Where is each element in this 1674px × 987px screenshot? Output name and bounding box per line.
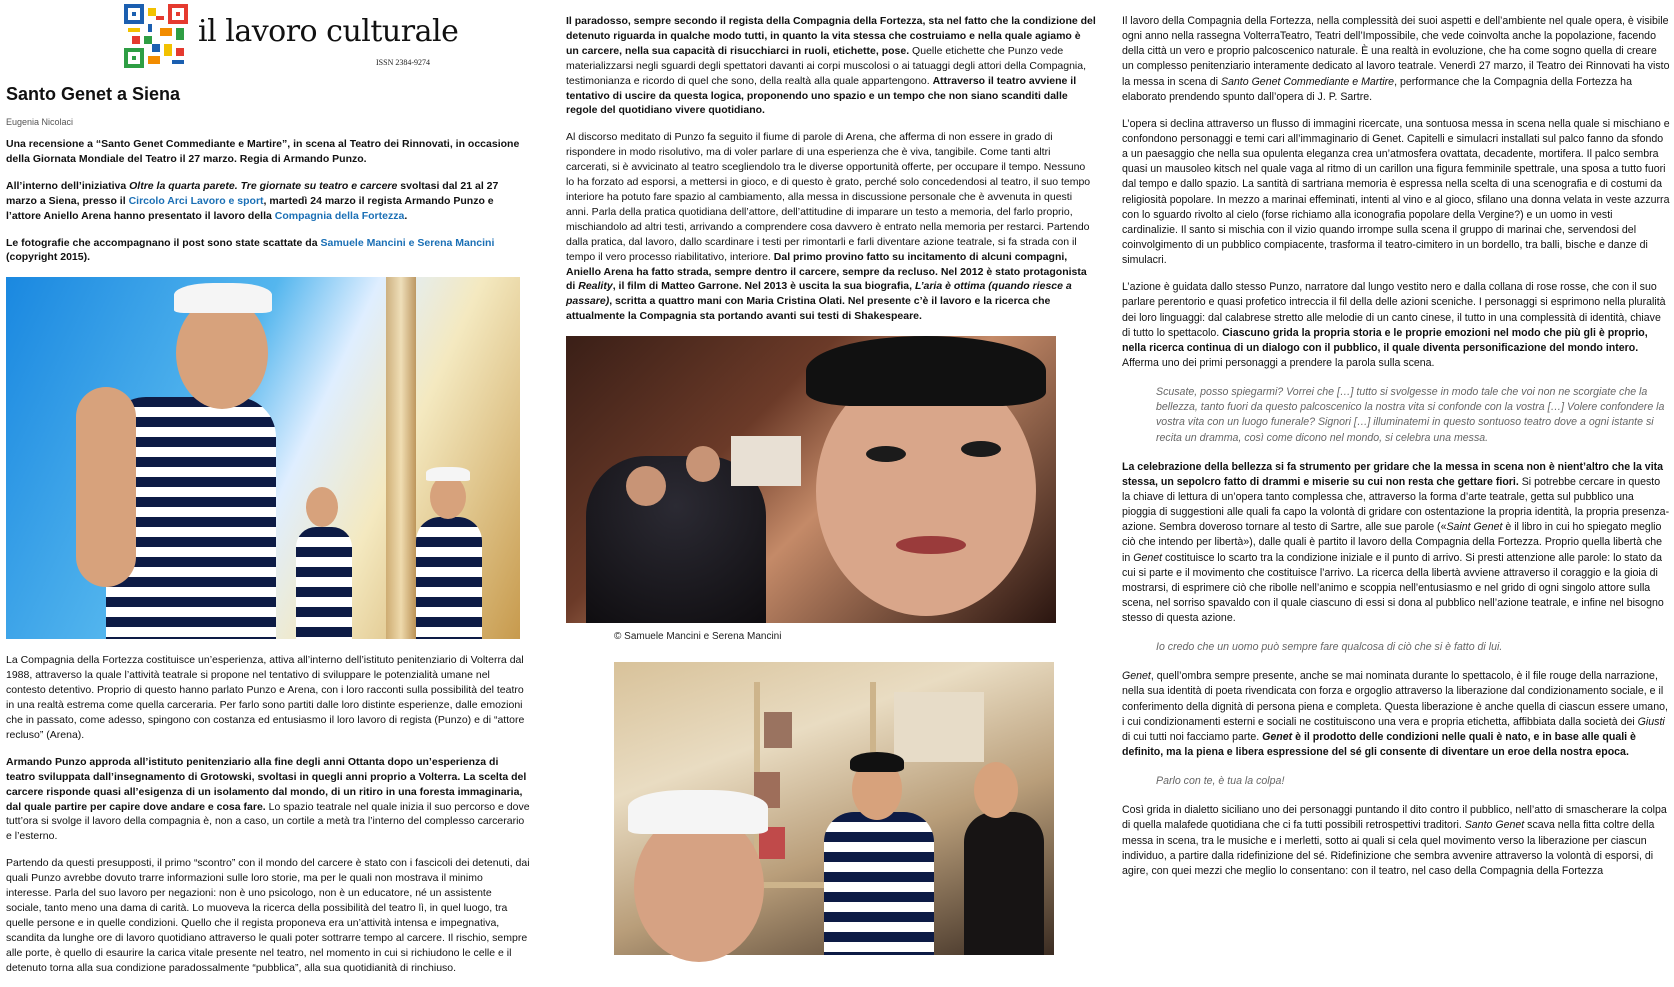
photo-caption: © Samuele Mancini e Serena Mancini [614,631,782,643]
issn-label: ISSN 2384-9274 [376,58,431,67]
photo-credit-paragraph: Le fotografie che accompagnano il post sono state scattate da Samuele Mancini e Serena Mancini (copyright 2015). [6,236,495,264]
site-header [6,0,530,76]
article-author: Eugenia Nicolaci [6,117,74,127]
col3-paragraph-2: L’opera si declina attraverso un flusso di immagini ricercate, una sontuosa messa in scena nella quale si mischiano e confondono personaggi e temi cari all’immaginario di Genet. Capitelli e simulacri installati sul palco fanno da sfondo a un paesaggio che nella sua opulenta eleganza crea un’atmosfera ovattata, decadente, mortifera. Il palco sembra quasi un mausoleo kitsch nel quale vaga al ritmo di un carillon una figura femminile spettrale, una sposa a tutto fuori dal tempo e dallo spazio. La santità di sartriana memoria è espressa nella scelta di una scenografia e di costumi da religiosità popolare. In mezzo a marinai effeminati, intenti al vino e al gioco, sfilano una donna velata in veste azzurra con lo sguardo rivolto al cielo (forse richiamo alla iconografia popolare della Vergine?) e un uomo in vesti cardinalizie. Il santo si mischia con il vizio quando irrompe sulla scena il gruppo di marinai che, servendosi del coinvolgimento di un pubblico compiacente, trasforma il teatro-cimitero in un bordello, tra balli, bische e danze di simulacri. [1122,117,1670,267]
col3-paragraph-6: Così grida in dialetto siciliano uno dei personaggi puntando il dito contro il pubblico, nell’atto di smascherare la colpa di quella malafede quotidiana che ci fa tutti possibili retrospettivi traditori. Santo Genet scava nella fitta coltre della messa in scena, tra le musiche e i merletti, sotto ai quali si cela quel movimento verso la liberazione per ciascun individuo, a partire dalla ridefinizione del sé. Ridefinizione che sembra avvenire attraverso la volontà di esporsi, di agire, con quei mezzi che meglio lo consentano: con il teatro, nel caso della Compagnia della Fortezza [1122,804,1667,877]
col3-paragraph-4: La celebrazione della bellezza si fa strumento per gridare che la messa in scena non è nient’altro che la vita stessa, un sepolcro fatto di drammi e miserie su cui non resta che gettare fiori. Si potrebbe cercare in questo la chiave di lettura di un’opera tanto complessa che, attraverso la forma d’arte teatrale, getta sul pubblico una pioggia di suggestioni alle quali fa capo la volontà di gridare con ostentazione la propria identità, la propria presenza-azione. Sembra doveroso tornare al testo di Sartre, alle sue parole («Saint Genet è il libro in cui ho spiegato meglio ciò che intendo per libertà»), dalle quali è partito il lavoro della Compagnia della Fortezza. Proprio quella libertà che in Genet costituisce lo scarto tra la condizione iniziale e il punto di arrivo. Si presti attenzione alle parole: lo stato da cui si parte e il movimento che costituisce l’arrivo. La ricerca della libertà avviene attraverso il coraggio e la gioia di mostrarsi, di esprimere ciò che ribolle nell’animo e scoppia nell’entusiasmo e nel grido di ogni singolo attore sulla scena, nel sorriso spavaldo con il quale ciascuno di essi si dona al pubblico nell’azione teatrale, e infine nel bisogno stesso di questa azione. [1122,460,1670,625]
col3-paragraph-1: Il lavoro della Compagnia della Fortezza, nella complessità dei suoi aspetti e dell’ambiente nel quale opera, è visibile ogni anno nella rassegna VolterraTeatro, Teatri dell’Impossibile, che vede coinvolta anche la popolazione, facendo della città un vero e proprio palcoscenico naturale. È una realtà in evoluzione, che ha come sogno quella di creare un complesso penitenziario interamente dedicato al lavoro teatrale. Venerdì 27 marzo, il Teatro dei Rinnovati ha visto la messa in scena di Santo Genet Commediante e Martire, performance che la Compagnia della Fortezza ha elaborato prendendo spunto dall’opera di J. P. Sartre. [1122,15,1670,103]
blockquote-3: Parlo con te, è tua la colpa! [1156,775,1285,788]
col3-paragraph-3: L’azione è guidata dallo stesso Punzo, narratore dal lungo vestito nero e dalla collana di rose rosse, che con il suo parlare perentorio e quasi profetico intreccia il fil della delle azioni sceniche. I personaggi si esprimono nella pluralità dei loro linguaggi: dal calabrese stretto alle melodie di un canto cinese, il tutto in una complessità di identità, chiave di tutto lo spettacolo. Ciascuno grida la propria storia e le proprie emozioni nel modo che più gli è proprio, nella ricerca continua di un dialogo con il pubblico, il quale diventa personificazione del mondo intero. Afferma uno dei primi personaggi a prendere la parola sulla scena. [1122,281,1666,369]
col2-paragraph-2: Al discorso meditato di Punzo fa seguito il fiume di parole di Arena, che afferma di non essere in grado di rispondere in modo risolutivo, ma di voler parlare di una esperienza che è viva, tangibile. Come tanti altri carcerati, si è avvicinato al teatro scegliendolo tra le diverse opportunità offerte, per occupare il tempo. Nessuno lo ha forzato ad esporsi, a mettersi in gioco, e di questo è grato, perché solo concedendosi al teatro, il suo tempo interiore ha potuto fare spazio al cambiamento, alla messa in discussione personale che è avvenuta in questi anni. Parla della pratica quotidiana dell’attore, dell’attitudine di imparare un testo a memoria, del farlo proprio, mischiandolo ad altri testi, arrivando a comprendere cosa davvero è entrato nella memoria per restarci. Partendo dalla pratica, dal lavoro, dallo scardinare i testi per rimontarli e farli diventare azione teatrale, si fa strada con il tempo il vero processo riabilitativo, interiore. Dal primo provino fatto su incitamento di alcuni compagni, Aniello Arena ha fatto strada, sempre dentro il carcere, sempre da recluso. Nel 2012 è stato protagonista di Reality, il film di Matteo Garrone. Nel 2013 è uscita la sua biografia, L’aria è ottima (quando riesce a passare), scritta a quattro mani con Maria Cristina Olati. Nel presente c’è il lavoro e la ricerca che attualmente la Compagnia sta portando avanti sui testi di Shakespeare. [566,131,1091,323]
photo-sailor-actors [6,277,520,639]
col1-paragraph-2: Armando Punzo approda all’istituto penitenziario alla fine degli anni Ottanta dopo un’esperienza di teatro sviluppata dall’insegnamento di Grotowski, svoltasi in quegli anni proprio a Volterra. La scelta del carcere risponde quasi all’esigenza di un isolamento dal mondo, di un ritiro in una foresta immaginaria, dal quale partire per capire dove andare e cosa fare. Lo spazio teatrale nel quale inizia il suo percorso e dove tutt’ora si svolge il lavoro della compagnia è, non a caso, un cortile a metà tra l’interno del complesso carcerario e l’esterno. [6,755,530,843]
circolo-arci-link[interactable]: Circolo Arci Lavoro e sport [128,194,264,207]
column-3 [1122,14,1670,891]
col3-paragraph-5: Genet, quell’ombra sempre presente, anche se mai nominata durante lo spettacolo, è il file rouge della narrazione, nella sua identità di poeta rivendicata con forza e orgoglio attraverso la liberazione dal condizionamento sociale, e il conferimento della dignità di persona piena e completa. Questa liberazione è anche quella di ciascun essere umano, i cui condizionamenti esterni e sociali ne costituiscono una vera e propria etichetta, affibbiata dalla società dei Giusti di cui tutti noi facciamo parte. Genet è il prodotto delle condizioni nelle quali è nato, e in base alle quali è definito, ma la piena e libera espressione del sé gli consente di diventare un eroe della nostra epoca. [1122,670,1668,759]
article-lead: Una recensione a “Santo Genet Commediante e Martire”, in scena al Teatro dei Rinnovati, in occasione della Giornata Mondiale del Teatro il 27 marzo. Regia di Armando Punzo. [6,138,520,165]
compagnia-fortezza-link[interactable]: Compagnia della Fortezza [274,209,405,222]
article-title: Santo Genet a Siena [6,84,181,104]
photo-actor-makeup [566,336,1056,623]
column-1 [6,0,530,987]
col1-paragraph-1: La Compagnia della Fortezza costituisce un’esperienza, attiva all’interno dell’istituto penitenziario di Volterra dal 1988, attraverso la quale l’attività teatrale si propone nel tentativo di sviluppare le potenzialità umane nel contesto detentivo. Proprio di questo hanno parlato Punzo e Arena, con i loro racconti sulla possibilità del teatro in una realtà estrema come quella carceraria. Per farlo sono partiti dalle loro distinte esperienze, dalle emozioni che in passato, come adesso, spingono con costanza ed entusiasmo il loro lavoro di regista (Punzo) e di “attore recluso” (Arena). [6,654,525,741]
intro-paragraph: All’interno dell’iniziativa Oltre la quarta parete. Tre giornate su teatro e carcere svoltasi dal 21 al 27 marzo a Siena, presso il Circolo Arci Lavoro e sport, martedì 24 marzo il regista Armando Punzo e l’attore Aniello Arena hanno presentato il lavoro della Compagnia della Fortezza. [6,179,499,222]
photo-dressing-room [614,662,1054,955]
col2-paragraph-1: Il paradosso, sempre secondo il regista della Compagnia della Fortezza, sta nel fatto che la condizione del detenuto riguarda in qualche modo tutti, in quanto la vita stessa che costruiamo e nella quale agiamo è un carcere, nella sua capacità di risucchiarci in ruoli, etichette, pose. Quelle etichette che Punzo vede materializzarsi negli sguardi degli spettatori davanti ai corpi muscolosi o ai tatuaggi degli attori della Compagnia, testimonianza e ricordo di quel che sono, della realtà alla quale appartengono. Attraverso il teatro avviene il tentativo di uscire da questa logica, proponendo uno spazio e un tempo che non siano scanditi dalle regole del quotidiano vivere quotidiano. [566,15,1096,117]
photographers-link[interactable]: Samuele Mancini e Serena Mancini [320,236,495,249]
blockquote-2: Io credo che un uomo può sempre fare qualcosa di ciò che si è fatto di lui. [1156,641,1503,654]
col1-paragraph-3: Partendo da questi presupposti, il primo “scontro” con il mondo del carcere è stato con i fascicoli dei detenuti, dai quali Punzo avrebbe dovuto trarre informazioni sulle loro storie, ma per le quali non mostrava il minimo interesse. Parla del suo lavoro per negazioni: non è uno psicologo, non è un educatore, né un assistente sociale, tanto meno una dama di carità. Lo muoveva la ricerca della possibilità del teatro lì, in quel luogo, tra quelle persone e in quelle condizioni. Quello che il regista proponeva era un’attività intensa e impegnativa, scandita da lunghe ore di lavoro quotidiano attraverso le quali poter sottrarre tempo al carcere. Il rischio, sempre alle porte, è quello di esaurire la carica vitale presente nel teatro, nel momento in cui si richiudono le celle e il detenuto torna alla sua condizione paradossalmente “pubblica”, alla sua quotidianità di rinchiuso. [6,857,530,974]
blockquote-1: Scusate, posso spiegarmi? Vorrei che […] tutto si svolgesse in modo tale che voi non ne scorgiate che la bellezza, tanto fuori da questo palcoscenico la nostra vita si confonde con la vostra […] Volere confondere la vostra vita con un luogo funerale? Signori […] illuminatemi in questo sontuoso teatro dove a ogni istante si recita un dramma, così come dicono nel mondo, si celebra una messa. [1156,386,1665,444]
qr-code-logo-icon [124,4,188,68]
site-logo-text[interactable]: il lavoro culturale [198,14,459,49]
column-2 [566,14,1096,955]
